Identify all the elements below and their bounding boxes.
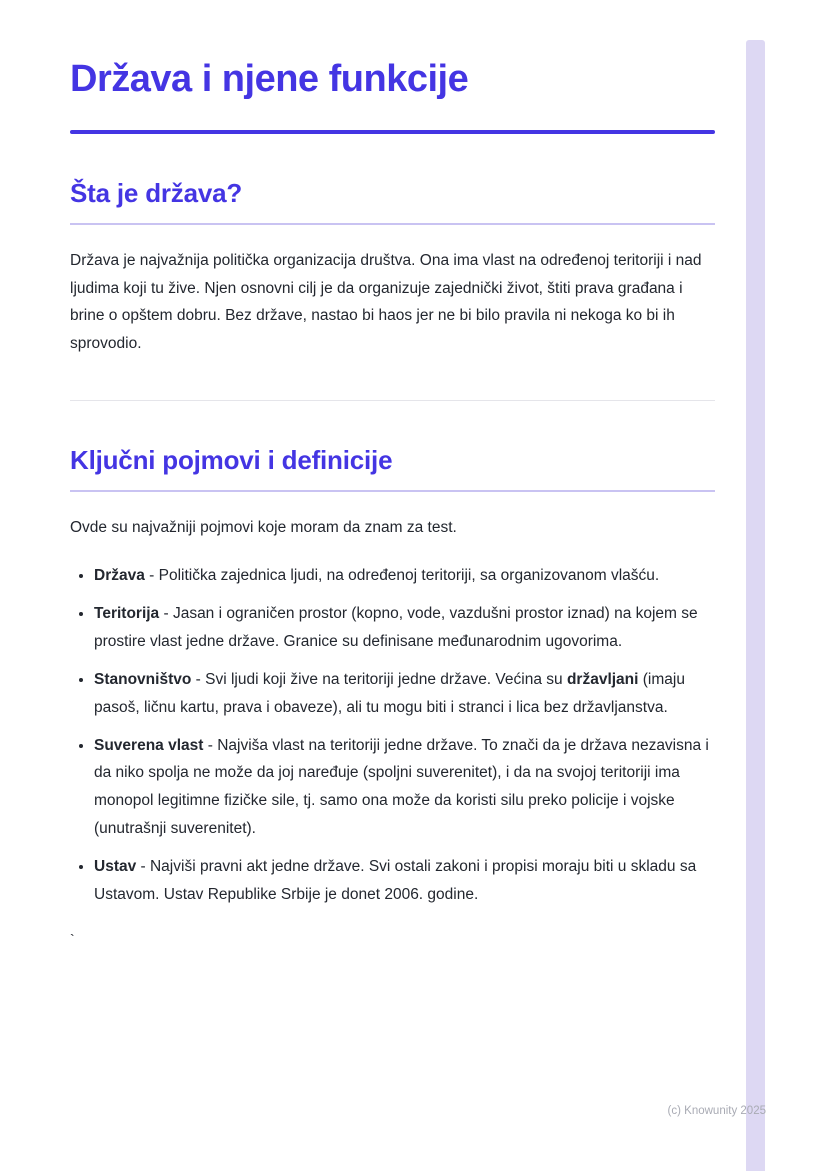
- stray-character: `: [70, 930, 75, 947]
- section-paragraph: Država je najvažnija politička organizacija društva. Ona ima vlast na određenoj teritoriji i nad ljudima koji tu žive. Njen osnovni cilj je da organizuje zajednički život, štiti prava građana i brine o opštem dobru. Bez države, nastao bi haos jer ne bi bilo pravila ni nekoga ko bi ih sprovodio.: [70, 251, 702, 353]
- term-label: Teritorija: [94, 605, 160, 623]
- section-divider: [70, 400, 715, 401]
- term-label: Država: [94, 567, 145, 585]
- section-heading-key-terms: Ključni pojmovi i definicije: [70, 445, 715, 492]
- list-item-suverena-vlast: [94, 732, 715, 844]
- term-definition-after: (imaju pasoš, ličnu kartu, prava i obaveze), ali tu mogu biti i stranci i lica bez državljanstva.: [94, 670, 685, 716]
- list-item-drzava: [94, 562, 715, 590]
- section-heading-what-is-state: Šta je država?: [70, 178, 715, 225]
- term-label: Ustav: [94, 858, 137, 876]
- term-label: Stanovništvo: [94, 670, 192, 688]
- page-title: Država i njene funkcije: [70, 58, 469, 100]
- term-definition: - Politička zajednica ljudi, na određenoj teritoriji, sa organizovanom vlašću.: [144, 567, 660, 585]
- term-definition-before: - Svi ljudi koji žive na teritoriji jedne države. Većina su: [191, 670, 567, 688]
- term-inline-bold: državljani: [566, 670, 639, 688]
- term-definition: - Jasan i ograničen prostor (kopno, vode, vazdušni prostor iznad) na kojem se prostire vlast jedne države. Granice su definisane međunarodnim ugovorima.: [94, 605, 698, 650]
- list-item-ustav: [94, 853, 715, 909]
- title-divider: [70, 130, 715, 134]
- section-intro: Ovde su najvažniji pojmovi koje moram da znam za test.: [70, 519, 457, 537]
- list-item-stanovnistvo: [94, 666, 715, 722]
- list-item-teritorija: [94, 600, 715, 656]
- term-definition: - Najviši pravni akt jedne države. Svi ostali zakoni i propisi moraju biti u skladu sa Ustavom. Ustav Republike Srbije je donet 2006. godine.: [94, 858, 697, 904]
- term-list: [70, 562, 715, 909]
- term-definition: - Najviša vlast na teritoriji jedne države. To znači da je država nezavisna i da niko spolja ne može da joj naređuje (spoljni suverenitet), i da na svojoj teritoriji ima monopol legitimne fizičke sile, tj. samo ona može da koristi silu preko policije i vojske (unutrašnji suverenitet).: [94, 736, 709, 838]
- section-key-terms: [70, 445, 715, 947]
- term-label: Suverena vlast: [94, 736, 204, 754]
- section-what-is-state: [70, 178, 715, 359]
- footer-credit: (c) Knowunity 2025: [667, 1105, 766, 1117]
